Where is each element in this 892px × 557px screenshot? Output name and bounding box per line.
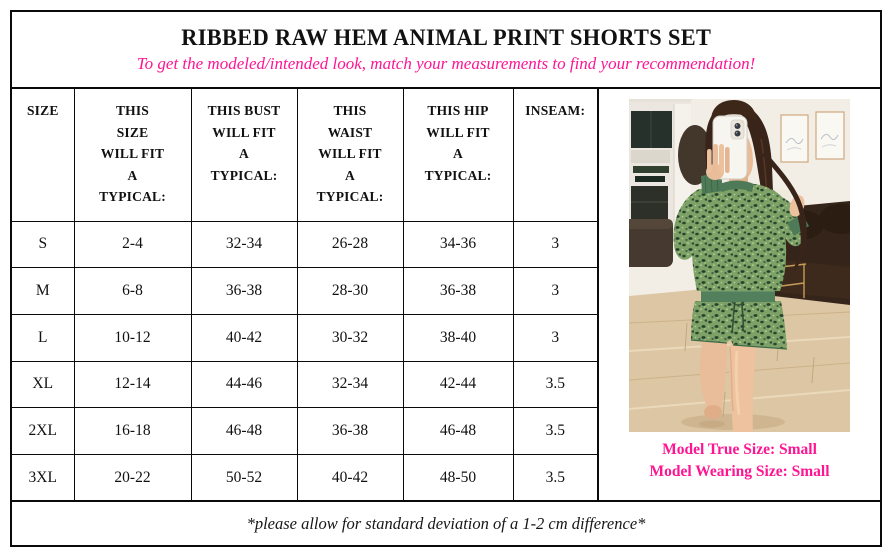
header-row <box>12 89 597 221</box>
cell-waist: 28-30 <box>297 268 403 315</box>
model-wearing-size: Model Wearing Size: Small <box>649 463 830 480</box>
cell-waist: 30-32 <box>297 314 403 361</box>
header-cell-bust: THIS BUST WILL FIT A TYPICAL: <box>191 89 297 221</box>
cell-hip: 38-40 <box>403 314 513 361</box>
title-block <box>12 12 880 89</box>
cell-inseam: 3 <box>513 314 597 361</box>
cell-hip: 34-36 <box>403 221 513 268</box>
cell-fit: 2-4 <box>74 221 191 268</box>
cell-hip: 46-48 <box>403 408 513 455</box>
table-row-3xl <box>12 455 597 500</box>
model-photo <box>629 99 850 432</box>
cell-inseam: 3.5 <box>513 361 597 408</box>
table-row-xl <box>12 361 597 408</box>
cell-bust: 40-42 <box>191 314 297 361</box>
header-cell-size: SIZE <box>12 89 74 221</box>
cell-waist: 36-38 <box>297 408 403 455</box>
cell-size: 3XL <box>12 455 74 500</box>
main-content <box>12 89 880 500</box>
model-photo-area <box>599 89 880 500</box>
cell-inseam: 3.5 <box>513 455 597 500</box>
size-chart-frame <box>10 10 882 547</box>
model-true-size: Model True Size: Small <box>662 441 817 458</box>
cell-size: M <box>12 268 74 315</box>
model-shorts <box>691 289 787 349</box>
cell-waist: 26-28 <box>297 221 403 268</box>
cell-bust: 36-38 <box>191 268 297 315</box>
page-title: RIBBED RAW HEM ANIMAL PRINT SHORTS SET <box>180 24 712 50</box>
table-row-m <box>12 268 597 315</box>
cell-hip: 36-38 <box>403 268 513 315</box>
cell-fit: 16-18 <box>74 408 191 455</box>
header-cell-inseam: INSEAM: <box>513 89 597 221</box>
cell-bust: 32-34 <box>191 221 297 268</box>
cell-inseam: 3 <box>513 268 597 315</box>
cell-size: 2XL <box>12 408 74 455</box>
cell-hip: 48-50 <box>403 455 513 500</box>
footnote-row <box>12 500 880 545</box>
table-row-s <box>12 221 597 268</box>
footnote-text: *please allow for standard deviation of a 1-2 cm difference* <box>246 513 646 533</box>
cell-size: XL <box>12 361 74 408</box>
cell-waist: 32-34 <box>297 361 403 408</box>
cell-fit: 6-8 <box>74 268 191 315</box>
cell-hip: 42-44 <box>403 361 513 408</box>
cell-bust: 50-52 <box>191 455 297 500</box>
header-cell-fit: THIS SIZE WILL FIT A TYPICAL: <box>74 89 191 221</box>
table-row-2xl <box>12 408 597 455</box>
cell-waist: 40-42 <box>297 455 403 500</box>
cell-fit: 12-14 <box>74 361 191 408</box>
cell-size: L <box>12 314 74 361</box>
cell-bust: 46-48 <box>191 408 297 455</box>
cell-inseam: 3.5 <box>513 408 597 455</box>
cell-fit: 20-22 <box>74 455 191 500</box>
cell-size: S <box>12 221 74 268</box>
model-size-caption <box>649 439 829 483</box>
table-row-l <box>12 314 597 361</box>
page-subtitle: To get the modeled/intended look, match your measurements to find your recommendation! <box>136 54 756 74</box>
size-table-area <box>12 89 599 500</box>
cell-inseam: 3 <box>513 221 597 268</box>
header-cell-waist: THIS WAIST WILL FIT A TYPICAL: <box>297 89 403 221</box>
header-cell-hip: THIS HIP WILL FIT A TYPICAL: <box>403 89 513 221</box>
cell-bust: 44-46 <box>191 361 297 408</box>
size-chart-table <box>12 89 597 500</box>
cell-fit: 10-12 <box>74 314 191 361</box>
